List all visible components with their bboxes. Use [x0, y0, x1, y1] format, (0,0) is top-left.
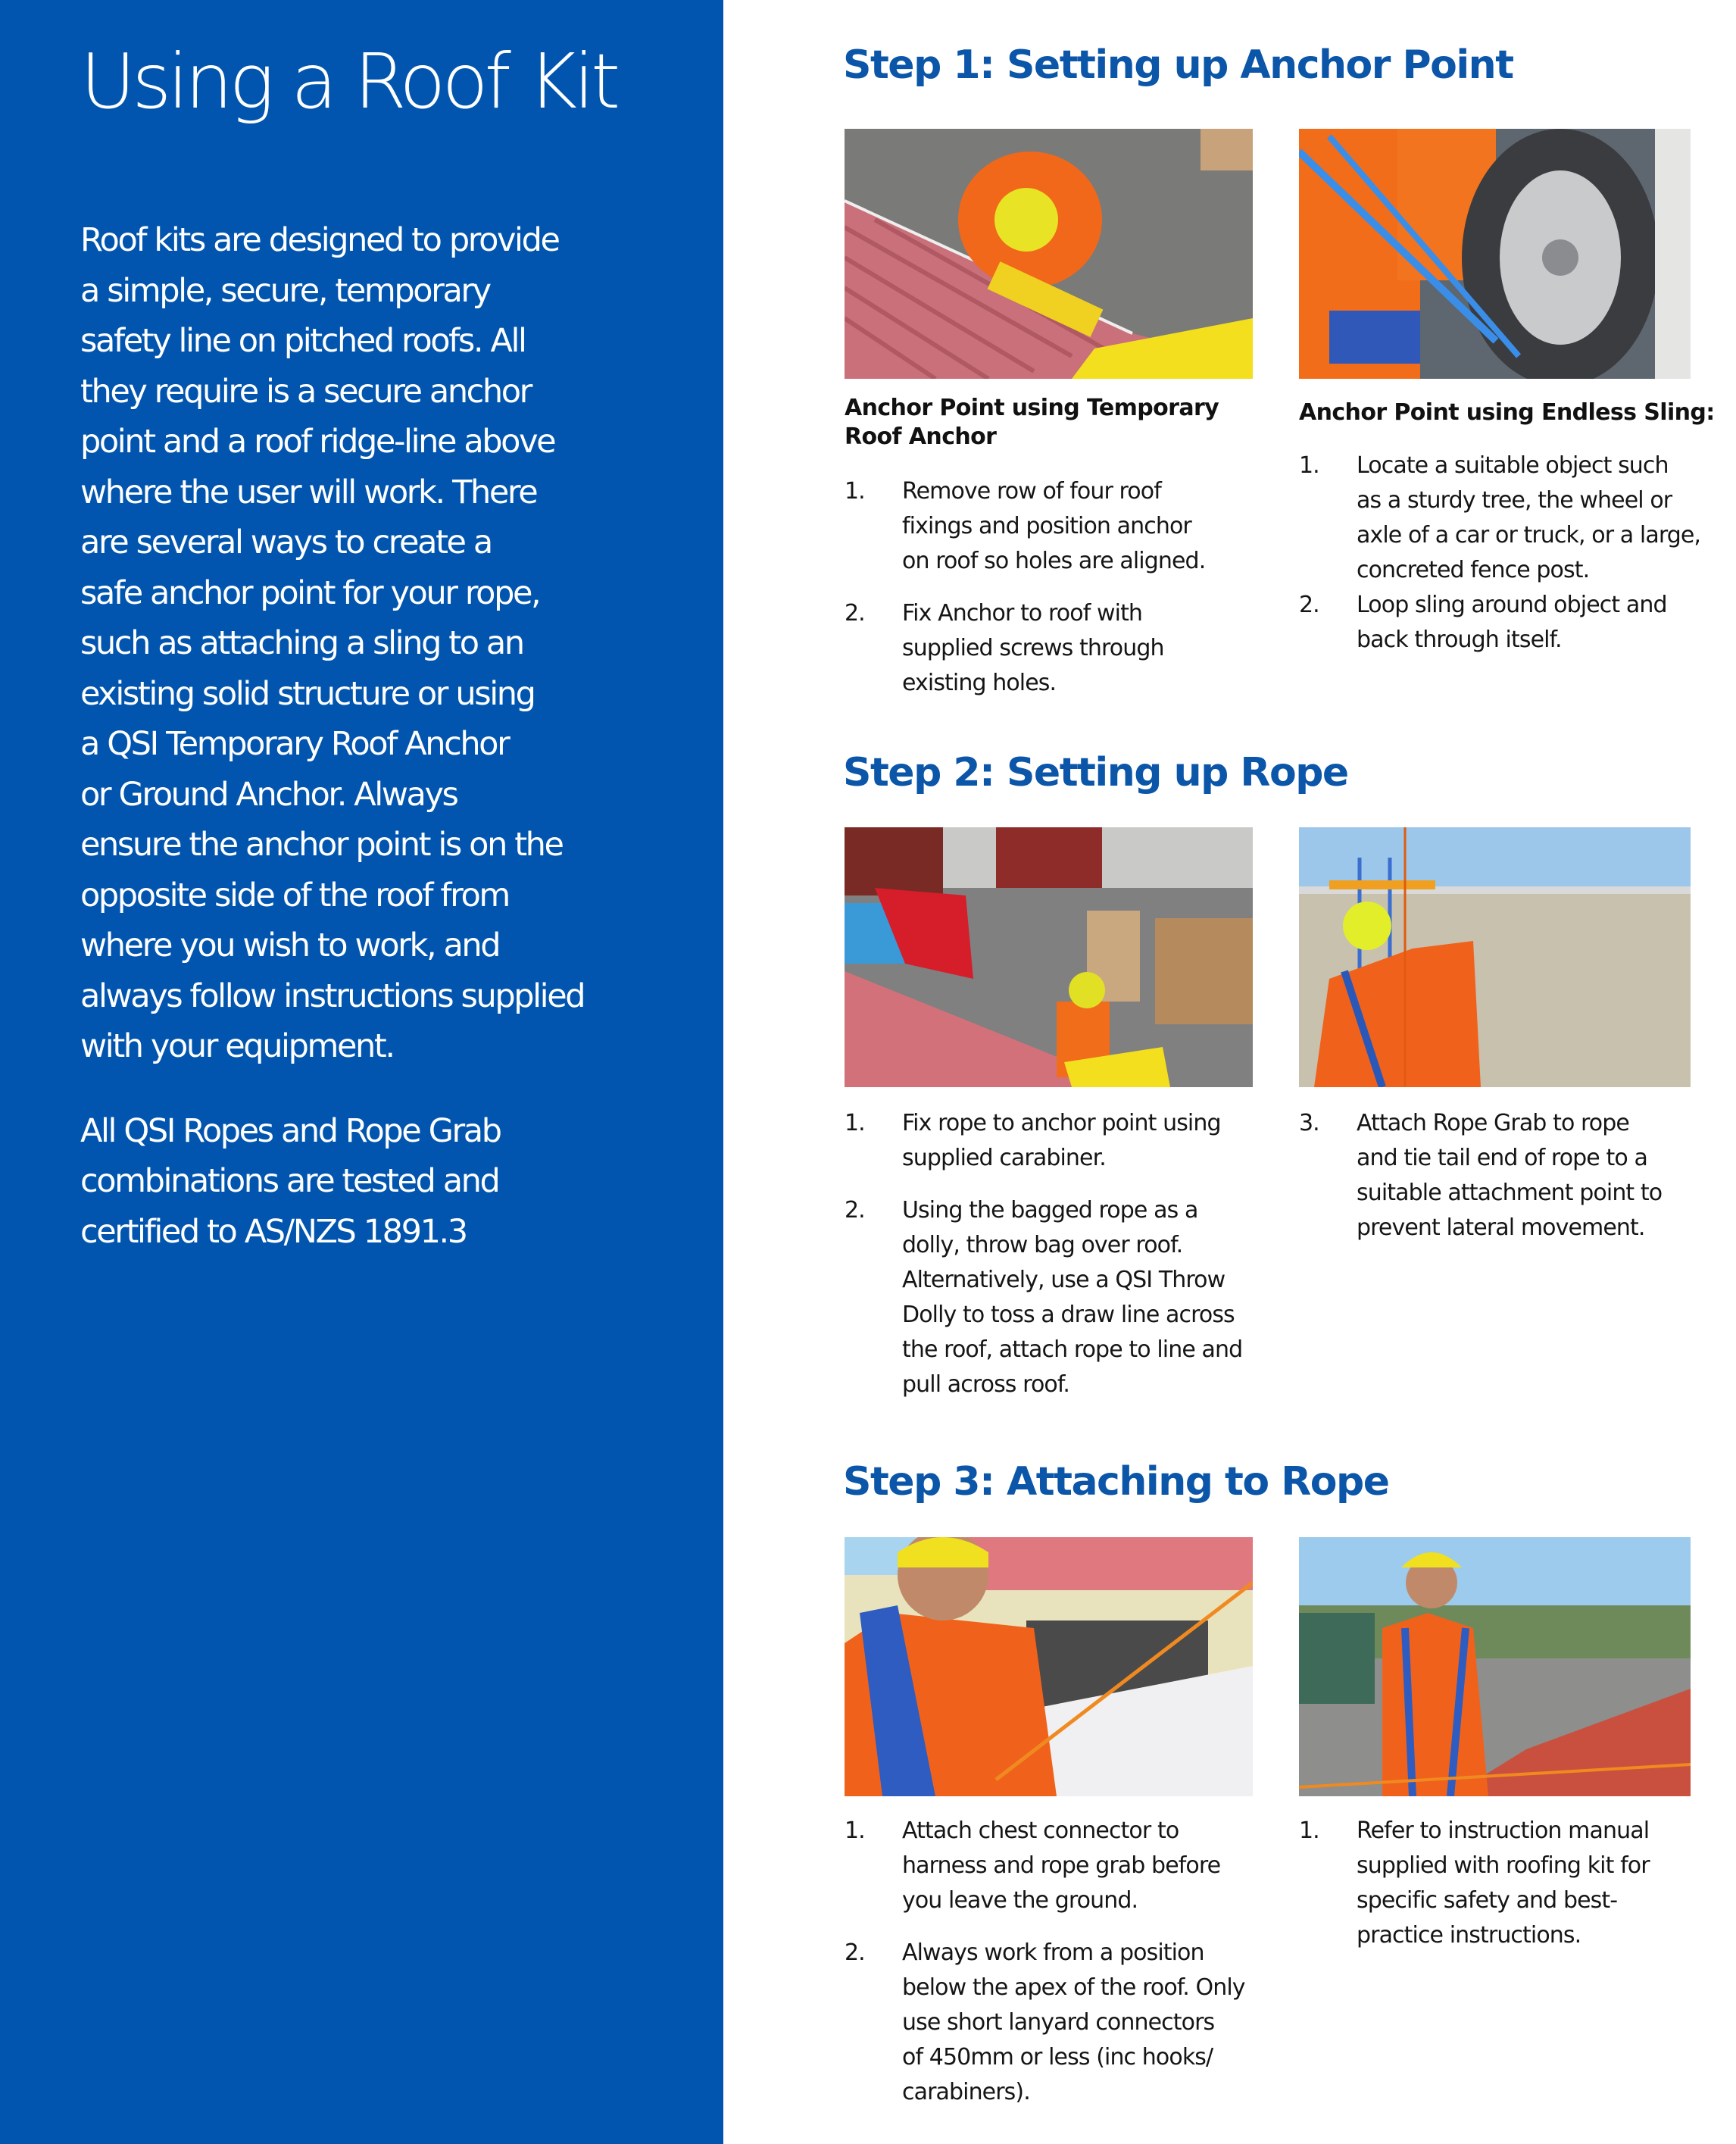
step-3-list-right — [1299, 1814, 1736, 1953]
step-3-list-left — [845, 1814, 1284, 2110]
list-line: Alternatively, use a QSI Throw — [902, 1267, 1226, 1293]
intro-line: opposite side of the roof from — [80, 876, 509, 914]
list-line: existing holes. — [902, 670, 1057, 696]
worker-throwing-rope-bag-over-roof-photo — [845, 827, 1253, 1087]
subheading-endless-sling — [1299, 398, 1715, 427]
intro-line: Roof kits are designed to provide — [80, 221, 559, 259]
subheading-line: Anchor Point using Endless Sling: — [1299, 399, 1715, 426]
list-item — [1299, 448, 1736, 588]
list-item — [1299, 1814, 1736, 1953]
intro-line: are several ways to create a — [80, 523, 492, 561]
subheading-line: Roof Anchor — [845, 423, 997, 450]
step-2-list-right — [1299, 1106, 1736, 1245]
list-item — [845, 1936, 1284, 2110]
list-line: Loop sling around object and — [1357, 592, 1667, 618]
list-line: fixings and position anchor — [902, 513, 1191, 539]
list-line: supplied with roofing kit for — [1357, 1852, 1650, 1879]
list-item — [845, 474, 1269, 579]
list-line: Locate a suitable object such — [1357, 452, 1669, 479]
list-line: supplied screws through — [902, 635, 1164, 661]
certification-paragraph — [80, 1106, 610, 1258]
intro-line: where the user will work. There — [80, 473, 537, 511]
list-line: carabiners). — [902, 2079, 1030, 2105]
certification-line: All QSI Ropes and Rope Grab — [80, 1111, 501, 1150]
list-line: Dolly to toss a draw line across — [902, 1302, 1235, 1328]
list-line: Using the bagged rope as a — [902, 1197, 1198, 1224]
page-title: Using a Roof Kit — [80, 37, 617, 126]
list-number: 2. — [845, 600, 865, 627]
intro-line: they require is a secure anchor — [80, 372, 531, 411]
list-line: Fix rope to anchor point using — [902, 1110, 1221, 1136]
intro-line: such as attaching a sling to an — [80, 624, 523, 662]
list-line: supplied carabiner. — [902, 1145, 1106, 1171]
list-line: and tie tail end of rope to a — [1357, 1145, 1647, 1171]
intro-text — [80, 215, 610, 1291]
intro-line: existing solid structure or using — [80, 674, 535, 713]
list-number: 1. — [845, 478, 865, 505]
list-line: on roof so holes are aligned. — [902, 548, 1206, 574]
step-1-title: Step 1: Setting up Anchor Point — [843, 42, 1513, 88]
list-line: below the apex of the roof. Only — [902, 1974, 1245, 2001]
intro-line: where you wish to work, and — [80, 927, 500, 964]
list-line: Refer to instruction manual — [1357, 1817, 1650, 1844]
list-line: Remove row of four roof — [902, 478, 1161, 505]
list-number: 1. — [845, 1110, 865, 1136]
list-line: Always work from a position — [902, 1939, 1204, 1966]
list-line: suitable attachment point to — [1357, 1180, 1663, 1206]
list-line: use short lanyard connectors — [902, 2009, 1215, 2036]
list-line: Attach Rope Grab to rope — [1357, 1110, 1629, 1136]
list-line: axle of a car or truck, or a large, — [1357, 522, 1701, 549]
list-item — [1299, 1106, 1736, 1245]
list-item — [845, 1106, 1284, 1176]
list-number: 2. — [845, 1939, 865, 1966]
left-panel — [0, 0, 723, 2144]
list-line: practice instructions. — [1357, 1922, 1581, 1949]
list-number: 1. — [1299, 1817, 1319, 1844]
list-item — [845, 596, 1269, 701]
list-line: prevent lateral movement. — [1357, 1214, 1645, 1241]
list-line: harness and rope grab before — [902, 1852, 1221, 1879]
intro-line: with your equipment. — [80, 1027, 394, 1065]
worker-holding-rope-near-car-photo — [845, 1537, 1253, 1796]
list-line: concreted fence post. — [1357, 557, 1590, 583]
intro-line: ensure the anchor point is on the — [80, 826, 563, 864]
list-line: the roof, attach rope to line and — [902, 1336, 1243, 1363]
list-line: Fix Anchor to roof with — [902, 600, 1143, 627]
list-line: dolly, throw bag over roof. — [902, 1232, 1183, 1258]
intro-line: safe anchor point for your rope, — [80, 574, 540, 612]
worker-fixing-temporary-roof-anchor-photo — [845, 129, 1253, 379]
list-item — [845, 1193, 1284, 1402]
list-number: 2. — [845, 1197, 865, 1224]
certification-line: certified to AS/NZS 1891.3 — [80, 1212, 467, 1251]
subheading-line: Anchor Point using Temporary — [845, 395, 1219, 421]
step-2-list-left — [845, 1106, 1284, 1402]
intro-line: always follow instructions supplied — [80, 977, 585, 1015]
list-line: Attach chest connector to — [902, 1817, 1179, 1844]
subheading-temporary-roof-anchor — [845, 394, 1219, 452]
temporary-roof-anchor-list — [845, 474, 1269, 701]
worker-on-roof-with-rope-grab-photo — [1299, 1537, 1691, 1796]
intro-line: a simple, secure, temporary — [80, 271, 490, 310]
step-3-title: Step 3: Attaching to Rope — [843, 1459, 1389, 1505]
intro-line: a QSI Temporary Roof Anchor — [80, 725, 509, 763]
list-line: as a sturdy tree, the wheel or — [1357, 487, 1672, 514]
intro-line: point and a roof ridge-line above — [80, 423, 555, 461]
list-line: back through itself. — [1357, 627, 1562, 653]
list-line: you leave the ground. — [902, 1887, 1138, 1914]
list-item — [845, 1814, 1284, 1918]
list-number: 1. — [1299, 452, 1319, 479]
intro-line: or Ground Anchor. Always — [80, 775, 457, 814]
worker-attaching-rope-grab-at-wall-photo — [1299, 827, 1691, 1087]
sling-around-car-wheel-photo — [1299, 129, 1691, 379]
list-number: 1. — [845, 1817, 865, 1844]
list-line: specific safety and best- — [1357, 1887, 1618, 1914]
list-number: 3. — [1299, 1110, 1319, 1136]
list-line: of 450mm or less (inc hooks/ — [902, 2044, 1213, 2071]
certification-line: combinations are tested and — [80, 1162, 499, 1200]
list-line: pull across roof. — [902, 1371, 1069, 1398]
step-2-title: Step 2: Setting up Rope — [843, 750, 1348, 795]
endless-sling-list — [1299, 448, 1736, 658]
intro-line: safety line on pitched roofs. All — [80, 322, 526, 360]
intro-paragraph — [80, 215, 610, 1072]
list-number: 2. — [1299, 592, 1319, 618]
list-item — [1299, 588, 1736, 658]
